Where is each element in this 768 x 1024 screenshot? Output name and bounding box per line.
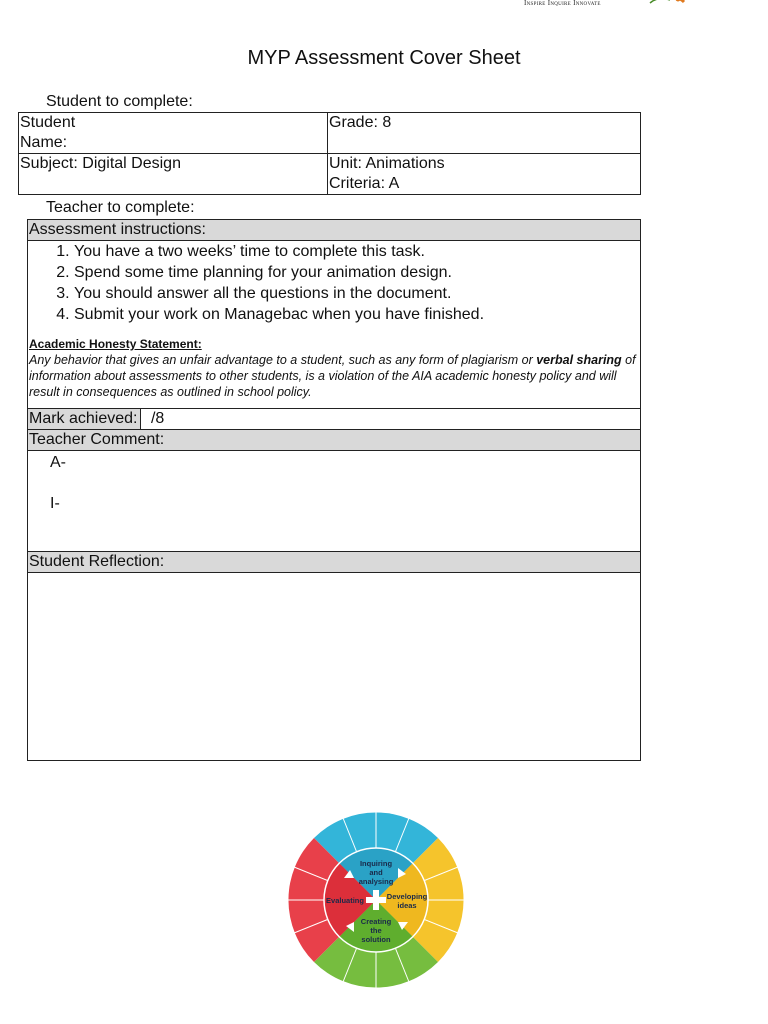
svg-text:solution: solution — [361, 935, 391, 944]
design-cycle-wheel-icon — [288, 810, 464, 990]
unit-criteria-cell: Unit: Animations Criteria: A — [328, 154, 641, 195]
honesty-statement: Any behavior that gives an unfair advantage to a student, such as any form of plagiarism or verbal sharing of information about assessments to other students, is a violation of the AIA academic honesty policy and will result in consequences as outlined in school policy. — [29, 353, 636, 399]
wheel-inquiring-label: Inquiring — [359, 859, 393, 868]
assessment-instructions-box — [27, 219, 641, 409]
instructions-header: Assessment instructions: — [28, 220, 640, 241]
student-info-table — [18, 112, 641, 195]
list-item: 2. Spend some time planning for your animation design. — [74, 262, 640, 283]
school-logo-icon — [648, 0, 688, 8]
teacher-section-label: Teacher to complete: — [46, 199, 195, 216]
wheel-evaluating-label: Evaluating — [326, 896, 364, 905]
student-reflection-header: Student Reflection: — [28, 552, 640, 573]
list-item: 3. You should answer all the questions in the document. — [74, 283, 640, 304]
mark-value[interactable]: /8 — [150, 410, 165, 427]
mark-label: Mark achieved: — [28, 409, 141, 429]
instructions-list — [28, 241, 640, 325]
table-row — [19, 154, 641, 195]
svg-text:analysing: analysing — [358, 877, 394, 886]
list-item: 4. Submit your work on Managebac when you have finished. — [74, 304, 640, 325]
svg-text:and: and — [369, 868, 383, 877]
student-reflection-box — [27, 551, 641, 761]
comment-line-a[interactable]: A- — [50, 454, 66, 471]
teacher-comment-box — [27, 429, 641, 552]
mark-achieved-row — [27, 408, 641, 430]
school-tagline: Inspire Inquire Innovate — [524, 0, 601, 7]
svg-text:ideas: ideas — [397, 901, 417, 910]
student-name-cell[interactable]: Student Name: — [19, 113, 328, 154]
page-title: MYP Assessment Cover Sheet — [247, 47, 521, 69]
student-reflection-area[interactable] — [28, 573, 640, 759]
table-row — [19, 113, 641, 154]
list-item: 1. You have a two weeks’ time to complete this task. — [74, 241, 640, 262]
svg-text:the: the — [370, 926, 382, 935]
student-section-label: Student to complete: — [46, 93, 193, 110]
comment-line-i[interactable]: I- — [50, 495, 60, 512]
wheel-creating-label: Creating — [360, 917, 392, 926]
wheel-developing-label: Developing — [386, 892, 428, 901]
subject-cell: Subject: Digital Design — [19, 154, 328, 195]
grade-cell: Grade: 8 — [328, 113, 641, 154]
honesty-title: Academic Honesty Statement: — [29, 337, 202, 351]
teacher-comment-header: Teacher Comment: — [28, 430, 640, 451]
